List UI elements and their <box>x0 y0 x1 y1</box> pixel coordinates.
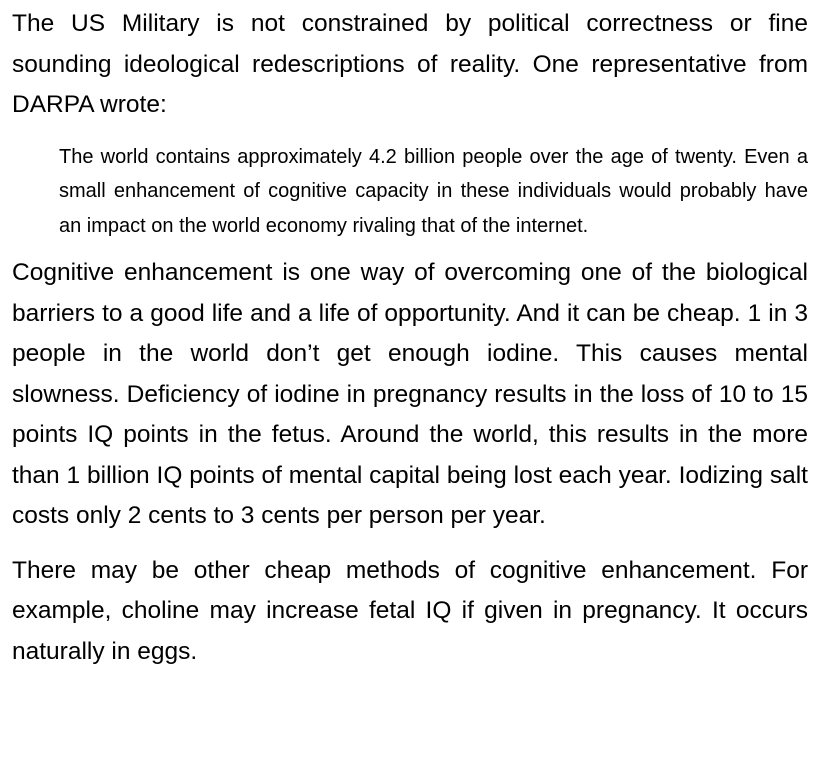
intro-paragraph: The US Military is not constrained by political correctness or fine sounding ideological redescriptions of reality. One representative from DARPA wrote: <box>12 10 808 118</box>
document-body <box>12 4 808 672</box>
darpa-quote: The world contains approximately 4.2 billion people over the age of twenty. Even a small enhancement of cognitive capacity in these individuals would probably have an impact on the world economy rivaling that of the internet. <box>59 145 808 237</box>
cheap-methods-paragraph: There may be other cheap methods of cognitive enhancement. For example, choline may increase fetal IQ if given in pregnancy. It occurs naturally in eggs. <box>12 556 808 665</box>
cognitive-enhancement-paragraph: Cognitive enhancement is one way of overcoming one of the biological barriers to a good life and a life of opportunity. And it can be cheap. 1 in 3 people in the world don’t get enough iodine. This causes mental slowness. Deficiency of iodine in pregnancy results in the loss of 10 to 15 points IQ points in the fetus. Around the world, this results in the more than 1 billion IQ points of mental capital being lost each year. Iodizing salt costs only 2 cents to 3 cents per person per year. <box>12 259 808 529</box>
